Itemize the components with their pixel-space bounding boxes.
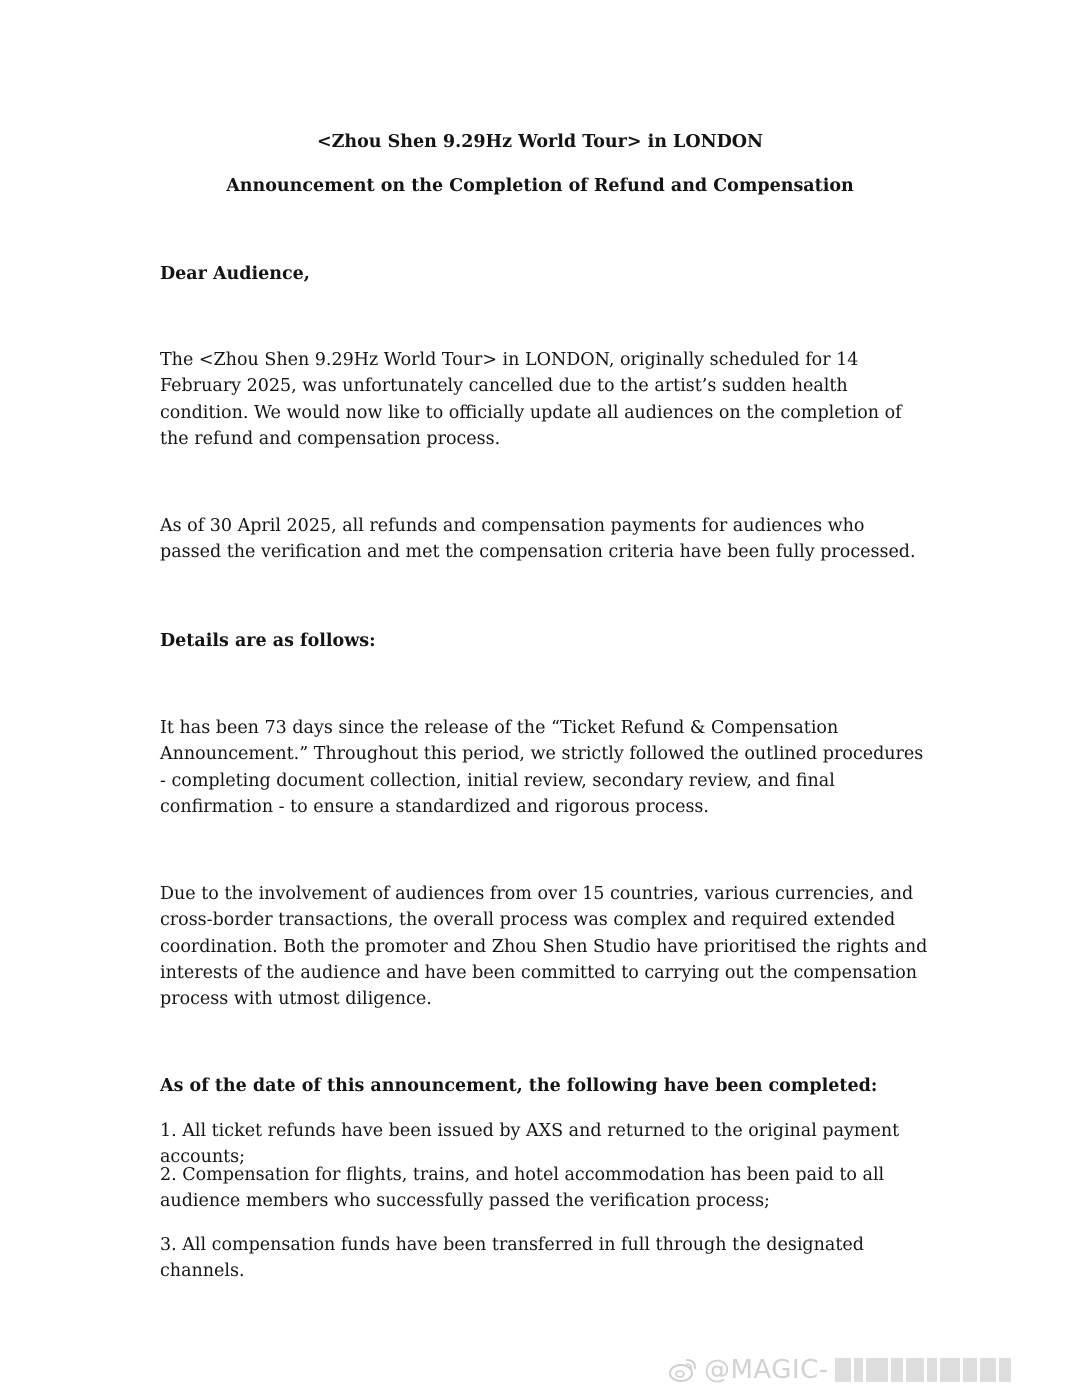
details-heading: Details are as follows:	[160, 631, 376, 651]
paragraph-complexity: Due to the involvement of audiences from over 15 countries, various currencies, and cross-border transactions, the overall process was complex and required extended coordination. Both the promoter and Zhou Shen Studio have prioritised the rights and interests of the audience and have been committed to carrying out the compensation process with utmost diligence.	[160, 884, 928, 1010]
paragraph-timeline: It has been 73 days since the release of the “Ticket Refund & Compensation Announcement.” Throughout this period, we strictly followed the outlined procedures - completing document collection, initial review, secondary review, and final confirmation - to ensure a standardized and rigorous process.	[160, 718, 924, 817]
document-title: <Zhou Shen 9.29Hz World Tour> in LONDON	[316, 132, 764, 152]
list-item: 3. All compensation funds have been transferred in full through the designated channels.	[160, 1235, 864, 1282]
watermark-text: @MAGIC-	[704, 1355, 829, 1385]
list-item: 1. All ticket refunds have been issued by AXS and returned to the original payment accounts;	[160, 1121, 900, 1168]
watermark	[668, 1352, 1014, 1388]
watermark-obscured-name	[835, 1358, 1014, 1382]
document-subtitle: Announcement on the Completion of Refund and Compensation	[226, 176, 854, 196]
list-item: 2. Compensation for flights, trains, and hotel accommodation has been paid to all audience members who successfully passed the verification process;	[160, 1165, 885, 1212]
paragraph-cancellation: The <Zhou Shen 9.29Hz World Tour> in LONDON, originally scheduled for 14 February 2025, was unfortunately cancelled due to the artist’s sudden health condition. We would now like to officially update all audiences on the completion of the refund and compensation process.	[160, 350, 902, 449]
completed-heading: As of the date of this announcement, the following have been completed:	[160, 1076, 878, 1096]
weibo-icon	[668, 1355, 698, 1385]
salutation: Dear Audience,	[160, 264, 310, 284]
paragraph-processed: As of 30 April 2025, all refunds and compensation payments for audiences who passed the verification and met the compensation criteria have been fully processed.	[160, 516, 916, 563]
